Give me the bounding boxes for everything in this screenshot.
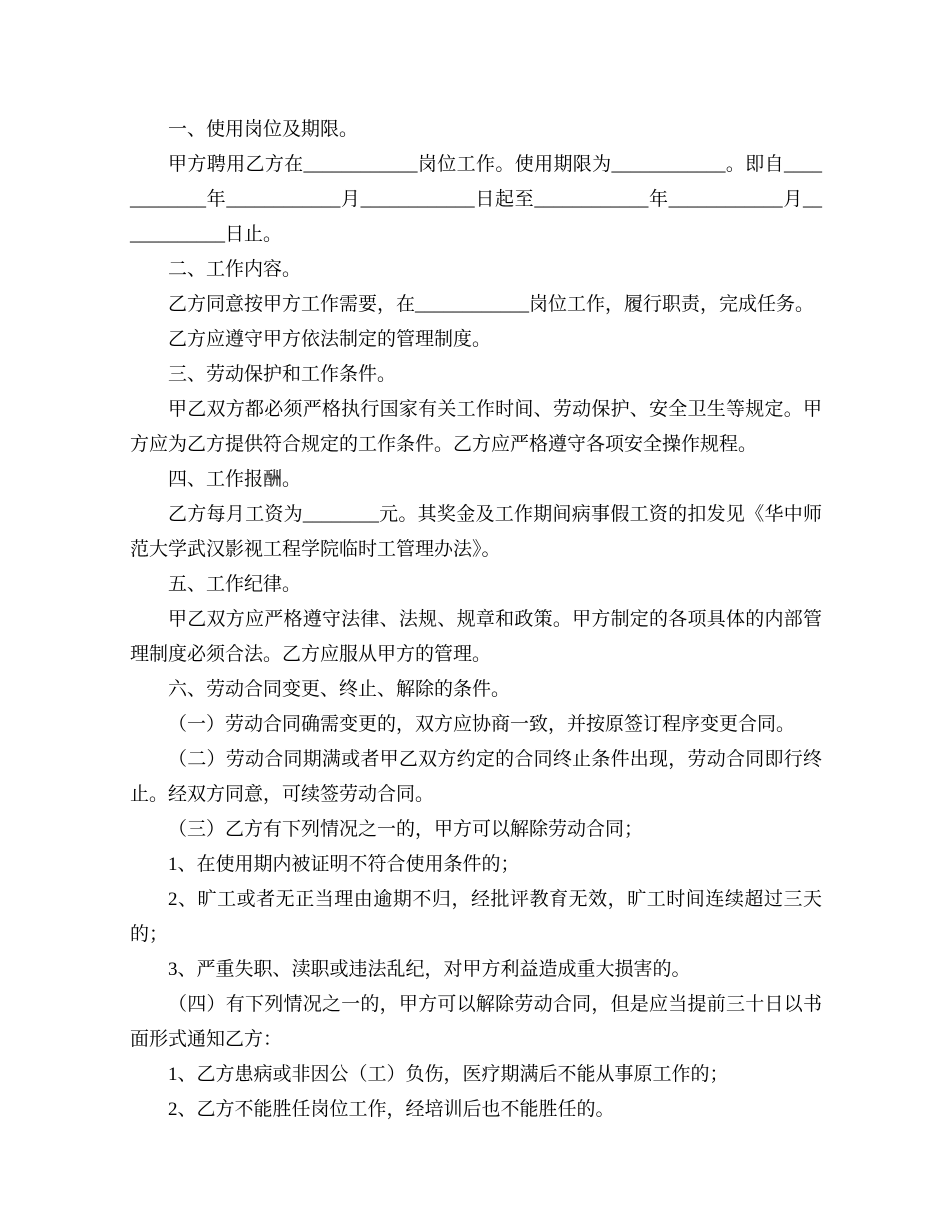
heading-section-5: 五、工作纪律。 <box>168 574 302 595</box>
para-discipline: 甲乙双方应严格遵守法律、法规、规章和政策。甲方制定的各项具体的内部管理制度必须合法。乙方应服从甲方的管理。 <box>130 609 822 665</box>
para-clause-6-3: （三）乙方有下列情况之一的，甲方可以解除劳动合同； <box>168 819 644 840</box>
heading-section-2: 二、工作内容。 <box>168 259 302 280</box>
para-management-rules: 乙方应遵守甲方依法制定的管理制度。 <box>168 329 492 350</box>
para-position-and-term: 甲方聘用乙方在____________岗位工作。使用期限为____________。即自____________年____________月____________日起至____________年____________月____________日止。 <box>130 154 822 245</box>
para-item-6-3-1: 1、在使用期内被证明不符合使用条件的； <box>168 854 520 875</box>
para-item-6-3-3: 3、严重失职、渎职或违法乱纪，对甲方利益造成重大损害的。 <box>168 959 691 980</box>
para-item-6-4-2: 2、乙方不能胜任岗位工作，经培训后也不能胜任的。 <box>168 1099 615 1120</box>
heading-section-3: 三、劳动保护和工作条件。 <box>168 364 397 385</box>
para-work-content: 乙方同意按甲方工作需要，在____________岗位工作，履行职责，完成任务。 <box>168 294 815 315</box>
para-item-6-3-2: 2、旷工或者无正当理由逾期不归，经批评教育无效，旷工时间连续超过三天的； <box>130 889 822 945</box>
heading-section-1: 一、使用岗位及期限。 <box>168 119 359 140</box>
para-item-6-4-1: 1、乙方患病或非因公（工）负伤，医疗期满后不能从事原工作的； <box>168 1064 729 1085</box>
para-labor-protection: 甲乙双方都必须严格执行国家有关工作时间、劳动保护、安全卫生等规定。甲方应为乙方提供符合规定的工作条件。乙方应严格遵守各项安全操作规程。 <box>130 399 822 455</box>
para-clause-6-4: （四）有下列情况之一的，甲方可以解除劳动合同，但是应当提前三十日以书面形式通知乙方： <box>130 994 822 1050</box>
para-clause-6-1: （一）劳动合同确需变更的，双方应协商一致，并按原签订程序变更合同。 <box>168 714 796 735</box>
heading-section-4: 四、工作报酬。 <box>168 469 302 490</box>
para-clause-6-2: （二）劳动合同期满或者甲乙双方约定的合同终止条件出现，劳动合同即行终止。经双方同意，可续签劳动合同。 <box>130 749 822 805</box>
heading-section-6: 六、劳动合同变更、终止、解除的条件。 <box>168 679 511 700</box>
para-salary: 乙方每月工资为________元。其奖金及工作期间病事假工资的扣发见《华中师范大学武汉影视工程学院临时工管理办法》。 <box>130 504 822 560</box>
